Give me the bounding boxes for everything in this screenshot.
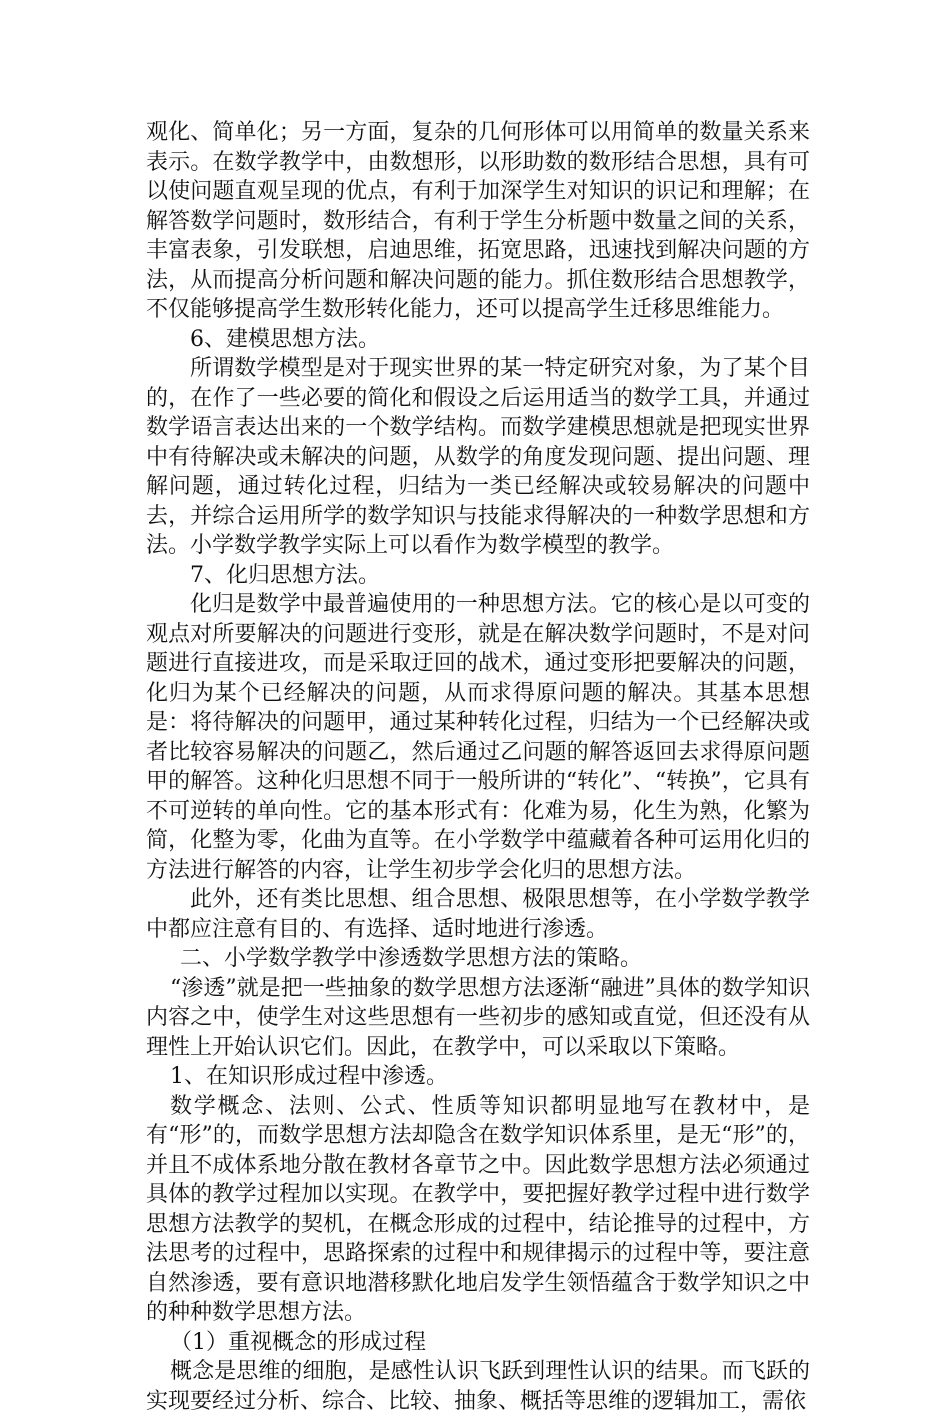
paragraph-knowledge-formation: 数学概念、法则、公式、性质等知识都明显地写在教材中，是有“形”的，而数学思想方法却隐含在数学知识体系里，是无“形”的，并且不成体系地分散在教材各章节之中。因此数学思想方法必须通过具体的教学过程加以实现。在教学中，要把握好教学过程中进行数学思想方法教学的契机，在概念形成的过程中，结论推导的过程中，方法思考的过程中，思路探索的过程中和规律揭示的过程中等，要注意自然渗透，要有意识地潜移默化地启发学生领悟蕴含于数学知识之中的种种数学思想方法。 [146,1093,810,1325]
paragraph-modeling: 所谓数学模型是对于现实世界的某一特定研究对象，为了某个目的，在作了一些必要的简化和假设之后运用适当的数学工具，并通过数学语言表达出来的一个数学结构。而数学建模思想就是把现实世界中有待解决或未解决的问题，从数学的角度发现问题、提出问题、理解问题，通过转化过程，归结为一类已经解决或较易解决的问题中去，并综合运用所学的数学知识与技能求得解决的一种数学思想和方法。小学数学教学实际上可以看作为数学模型的教学。 [146,356,810,558]
heading-knowledge-formation: 1、在知识形成过程中渗透。 [170,1064,448,1089]
paragraph-other-methods: 此外，还有类比思想、组合思想、极限思想等，在小学数学教学中都应注意有目的、有选择、适时地进行渗透。 [146,887,810,942]
paragraph-concept-formation: 概念是思维的细胞，是感性认识飞跃到理性认识的结果。而飞跃的实现要经过分析、综合、比较、抽象、概括等思维的逻辑加工，需依 [146,1359,810,1414]
paragraph-number-shape-continuation: 观化、简单化；另一方面，复杂的几何形体可以用简单的数量关系来表示。在数学教学中，由数想形，以形助数的数形结合思想，具有可以使问题直观呈现的优点，有利于加深学生对知识的识记和理解；在解答数学问题时，数形结合，有利于学生分析题中数量之间的关系，丰富表象，引发联想，启迪思维，拓宽思路，迅速找到解决问题的方法，从而提高分析问题和解决问题的能力。抓住数形结合思想教学，不仅能够提高学生数形转化能力，还可以提高学生迁移思维能力。 [146,120,810,322]
heading-concept-formation: （1）重视概念的形成过程 [170,1329,426,1355]
paragraph-reduction: 化归是数学中最普遍使用的一种思想方法。它的核心是以可变的观点对所要解决的问题进行变形，就是在解决数学问题时，不是对问题进行直接进攻，而是采取迂回的战术，通过变形把要解决的问题，化归为某个已经解决的问题，从而求得原问题的解决。其基本思想是：将待解决的问题甲，通过某种转化过程，归结为一个已经解决或者比较容易解决的问题乙，然后通过乙问题的解答返回去求得原问题甲的解答。这种化归思想不同于一般所讲的“转化”、“转换”，它具有不可逆转的单向性。它的基本形式有：化难为易，化生为熟，化繁为简，化整为零，化曲为直等。在小学数学中蕴藏着各种可运用化归的方法进行解答的内容，让学生初步学会化归的思想方法。 [146,592,810,883]
paragraph-infiltration: “渗透”就是把一些抽象的数学思想方法逐渐“融进”具体的数学知识内容之中，使学生对这些思想有一些初步的感知或直觉，但还没有从理性上开始认识它们。因此，在教学中，可以采取以下策略。 [146,975,810,1060]
document-body [146,118,810,1416]
heading-modeling-method: 6、建模思想方法。 [190,326,380,352]
section-heading-strategies: 二、小学数学教学中渗透数学思想方法的策略。 [180,946,643,971]
heading-reduction-method: 7、化归思想方法。 [190,562,380,588]
